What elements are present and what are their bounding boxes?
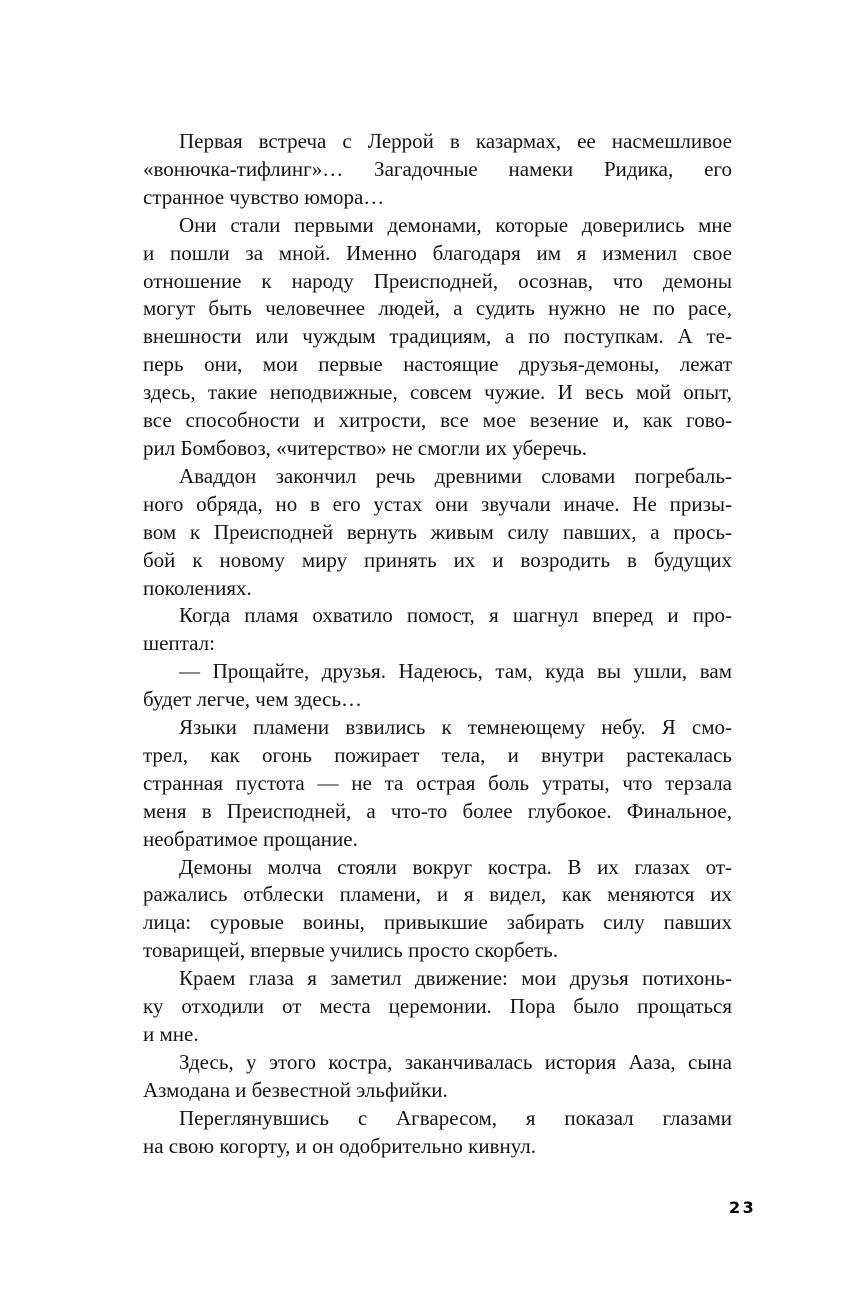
text-line: Переглянувшись с Агваресом, я показал глазами (179, 1105, 732, 1130)
text-line: товарищей, впервые учились просто скорбеть. (143, 938, 558, 963)
paragraph (143, 212, 732, 463)
text-line: ражались отблески пламени, и я видел, как меняются их (143, 882, 732, 907)
text-line: бой к новому миру принять их и возродить в будущих (143, 547, 732, 572)
text-line: трел, как огонь пожирает тела, и внутри растекалась (143, 742, 732, 767)
text-line: «вонючка-тифлинг»… Загадочные намеки Ридика, его (143, 156, 732, 181)
text-line: будет легче, чем здесь… (143, 687, 363, 712)
text-line: и пошли за мной. Именно благодаря им я изменил свое (143, 240, 732, 265)
text-line: поколениях. (143, 575, 252, 600)
text-line: здесь, такие неподвижные, совсем чужие. И весь мой опыт, (143, 380, 732, 405)
text-line: странное чувство юмора… (143, 184, 385, 209)
paragraph (143, 658, 732, 714)
text-line: вом к Преисподней вернуть живым силу павших, а прось- (143, 519, 732, 544)
text-line: рил Бомбовоз, «читерство» не смогли их уберечь. (143, 435, 588, 460)
paragraph (143, 714, 732, 854)
text-line: все способности и хитрости, все мое везение и, как гово- (143, 408, 732, 433)
text-line: на свою когорту, и он одобрительно кивнул. (143, 1133, 537, 1158)
paragraph (143, 1105, 732, 1161)
text-line: Краем глаза я заметил движение: мои друзья потихонь- (179, 966, 732, 991)
text-line: — Прощайте, друзья. Надеюсь, там, куда вы ушли, вам (179, 659, 732, 684)
paragraph (143, 128, 732, 212)
text-line: могут быть человечнее людей, а судить нужно не по расе, (143, 296, 732, 321)
page-number: 23 (729, 1198, 757, 1217)
text-line: лица: суровые воины, привыкшие забирать силу павших (143, 910, 732, 935)
text-line: Здесь, у этого костра, заканчивалась история Ааза, сына (179, 1049, 732, 1074)
text-line: Аваддон закончил речь древними словами погребаль- (179, 463, 732, 488)
text-line: и мне. (143, 1022, 199, 1046)
text-line: внешности или чуждым традициям, а по поступкам. А те- (143, 324, 732, 349)
paragraph (143, 463, 732, 603)
text-line: Демоны молча стояли вокруг костра. В их глазах от- (179, 854, 732, 879)
text-line: необратимое прощание. (143, 826, 358, 851)
page-text (143, 128, 732, 1161)
text-line: меня в Преисподней, а что-то более глубокое. Финальное, (143, 798, 732, 823)
text-line: Азмодана и безвестной эльфийки. (143, 1077, 448, 1102)
text-line: Они стали первыми демонами, которые доверились мне (179, 212, 732, 237)
text-line: Первая встреча с Леррой в казармах, ее насмешливое (179, 129, 732, 153)
text-line: ку отходили от места церемонии. Пора было прощаться (143, 994, 732, 1019)
text-line: шептал: (143, 631, 215, 656)
paragraph (143, 854, 732, 966)
text-line: Языки пламени взвились к темнеющему небу. Я смо- (179, 715, 732, 740)
paragraph (143, 602, 732, 658)
paragraph (143, 1049, 732, 1105)
text-line: отношение к народу Преисподней, осознав, что демоны (143, 268, 732, 293)
text-line: Когда пламя охватило помост, я шагнул вперед и про- (179, 603, 732, 628)
text-line: ного обряда, но в его устах они звучали иначе. Не призы- (143, 491, 732, 516)
text-line: перь они, мои первые настоящие друзья-демоны, лежат (143, 352, 732, 377)
text-line: странная пустота — не та острая боль утраты, что терзала (143, 770, 732, 795)
paragraph (143, 965, 732, 1049)
